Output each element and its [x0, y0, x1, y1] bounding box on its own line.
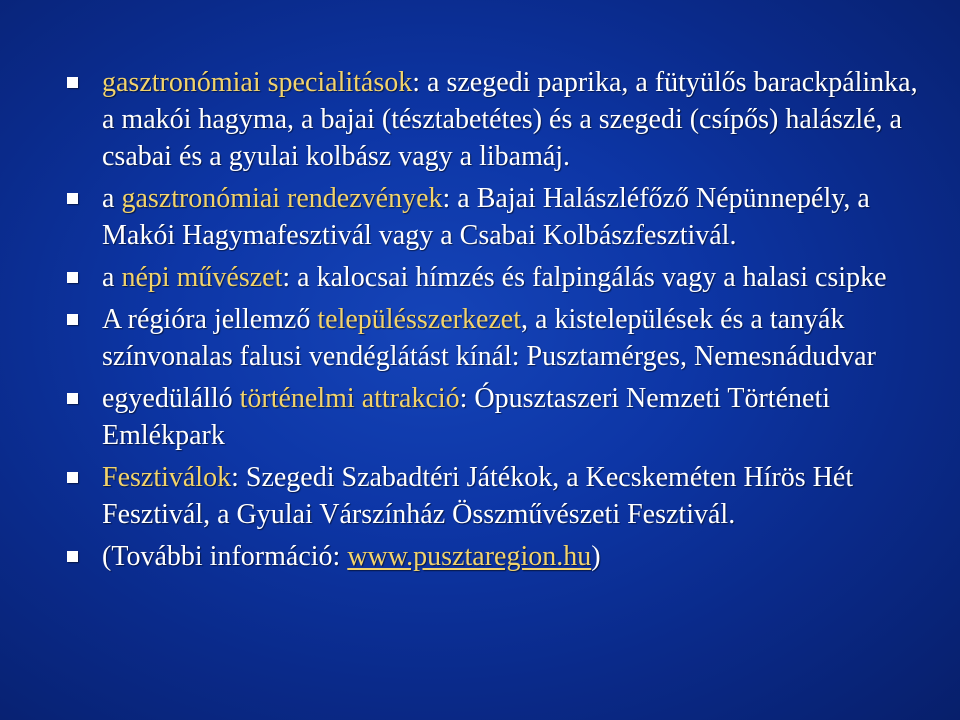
square-bullet-icon [67, 472, 78, 483]
bullet-settlement-structure [64, 301, 924, 375]
bullet-text: , a kistelepülések és a tanyák színvonalas falusi vendéglátást kínál: Pusztamérges, Nemesnádudvar [102, 304, 876, 372]
bullet-suffix: ) [591, 541, 601, 572]
bullet-text: : Ópusztaszeri Nemzeti Történeti Emlékpark [102, 383, 830, 451]
website-link[interactable]: www.pusztaregion.hu [347, 541, 592, 572]
bullet-more-info [64, 538, 924, 575]
square-bullet-icon [67, 77, 78, 88]
bullet-text: : a szegedi paprika, a fütyülős barackpálinka, a makói hagyma, a bajai (tésztabetétes) és a szegedi (csípős) halászlé, a csabai és a gyulai kolbász vagy a libamáj. [102, 67, 918, 172]
square-bullet-icon [67, 314, 78, 325]
bullet-prefix: a [102, 262, 122, 293]
square-bullet-icon [67, 551, 78, 562]
bullet-text: : a Bajai Halászléfőző Népünnepély, a Makói Hagymafesztivál vagy a Csabai Kolbászfesztivál. [102, 183, 870, 251]
bullet-highlight: népi művészet [121, 262, 283, 293]
bullet-highlight: gasztronómiai rendezvények [121, 183, 443, 214]
bullet-list [64, 64, 924, 580]
bullet-text: : a kalocsai hímzés és falpingálás vagy a halasi csipke [282, 262, 887, 293]
bullet-festivals [64, 459, 924, 533]
bullet-highlight: településszerkezet [317, 304, 522, 335]
square-bullet-icon [67, 272, 78, 283]
bullet-folk-art [64, 259, 924, 296]
square-bullet-icon [67, 193, 78, 204]
bullet-prefix: (További információ: [102, 541, 348, 572]
bullet-highlight: Fesztiválok [102, 462, 232, 493]
bullet-prefix: a [102, 183, 122, 214]
bullet-highlight: történelmi attrakció [239, 383, 460, 414]
bullet-highlight: gasztronómiai specialitások [102, 67, 413, 98]
bullet-historical-attraction [64, 380, 924, 454]
bullet-prefix: egyedülálló [102, 383, 240, 414]
bullet-text: : Szegedi Szabadtéri Játékok, a Kecskeméten Hírös Hét Fesztivál, a Gyulai Várszínház Összművészeti Fesztivál. [102, 462, 854, 530]
bullet-gastronomy-specialties [64, 64, 924, 175]
square-bullet-icon [67, 393, 78, 404]
bullet-prefix: A régióra jellemző [102, 304, 318, 335]
bullet-gastronomy-events [64, 180, 924, 254]
